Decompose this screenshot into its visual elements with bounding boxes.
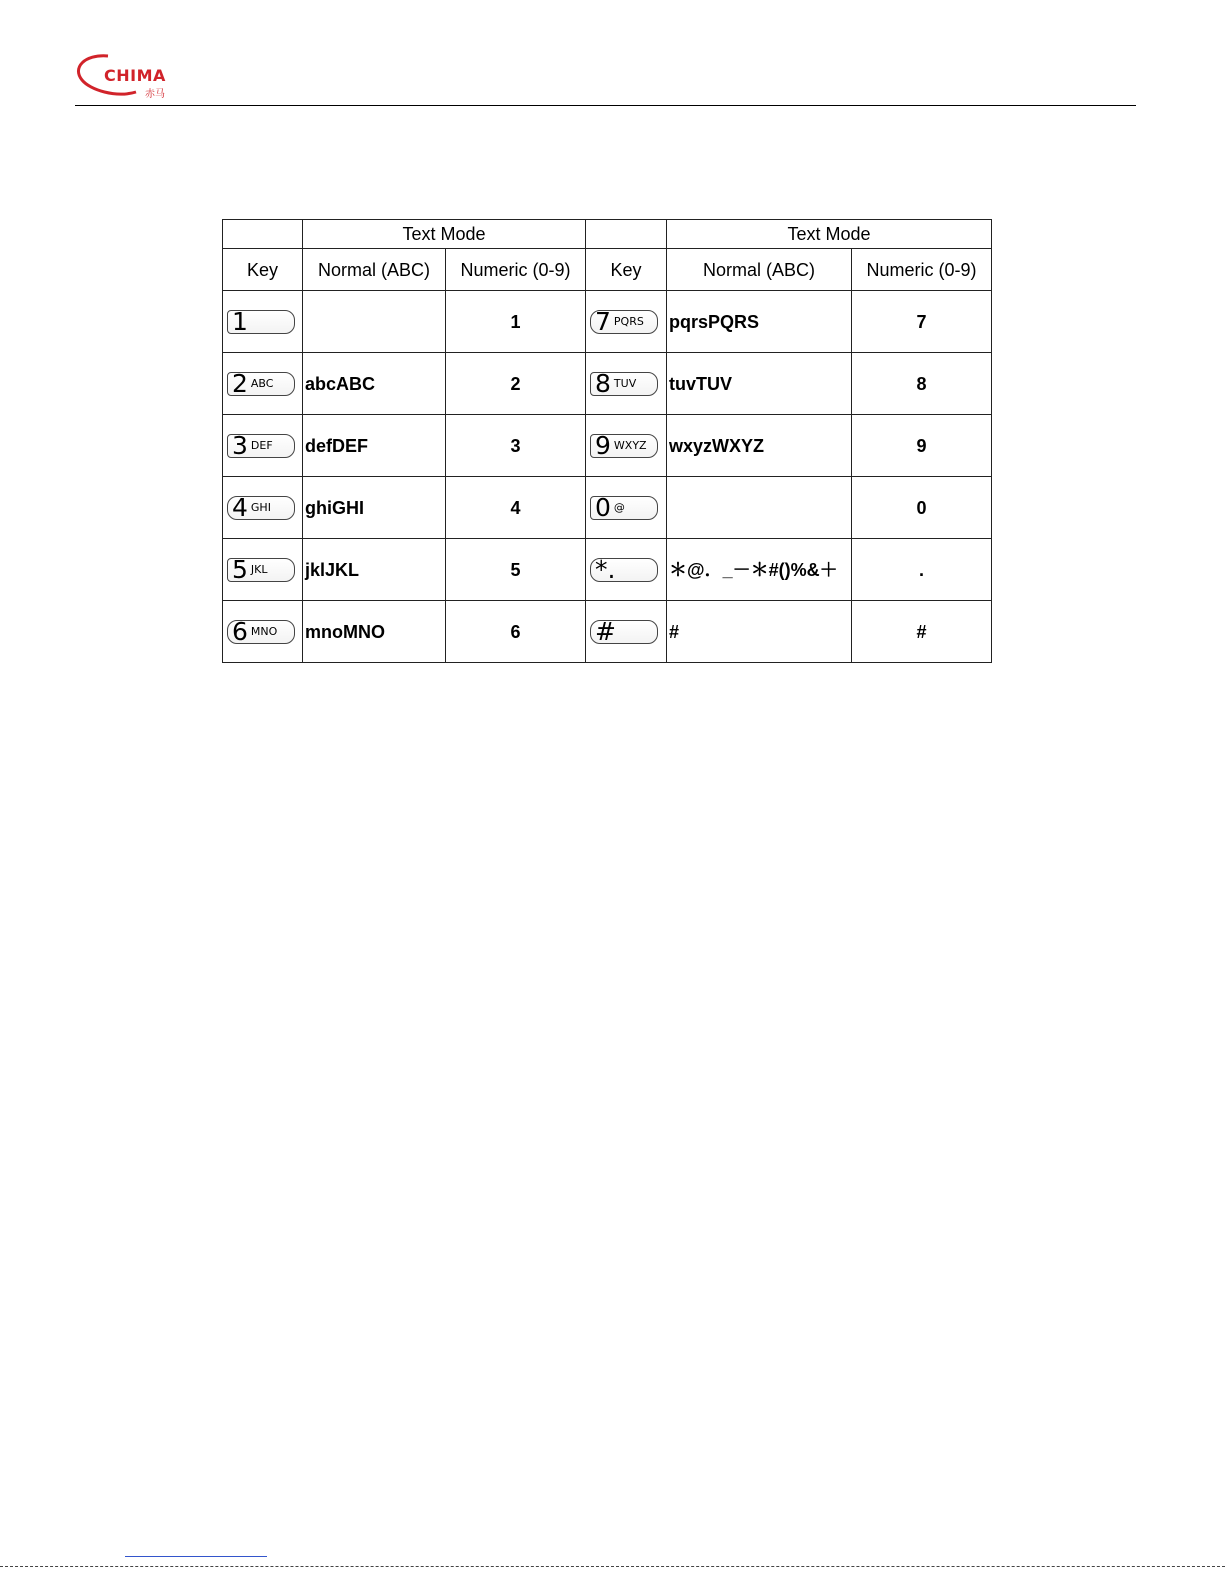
key-cell	[223, 601, 303, 663]
keypad-key-hash	[590, 616, 658, 646]
numeric-value: 3	[446, 415, 586, 477]
key-digit: 1	[232, 306, 248, 336]
key-letters: JKL	[250, 563, 268, 576]
keypad-key-9	[590, 430, 658, 460]
numeric-value: 6	[446, 601, 586, 663]
key-cell	[223, 477, 303, 539]
key-cell	[586, 601, 667, 663]
header-blank-left	[223, 220, 303, 249]
numeric-value: 5	[446, 539, 586, 601]
keypad-key-star	[590, 554, 658, 584]
key-digit: *.	[595, 554, 616, 584]
key-digit: 9	[595, 430, 611, 460]
header-blank-right	[586, 220, 667, 249]
table-row	[223, 291, 992, 353]
key-letters: GHI	[250, 501, 271, 514]
key-digit: 5	[232, 554, 248, 584]
table-row	[223, 353, 992, 415]
key-cell	[586, 415, 667, 477]
normal-value: ghiGHI	[303, 477, 446, 539]
numeric-value: 1	[446, 291, 586, 353]
keypad-key-6	[227, 616, 295, 646]
normal-value: tuvTUV	[667, 353, 852, 415]
numeric-value: 9	[852, 415, 992, 477]
group-header-row	[223, 220, 992, 249]
group-header-left: Text Mode	[303, 220, 586, 249]
key-cell	[586, 539, 667, 601]
key-cell	[223, 415, 303, 477]
normal-value: mnoMNO	[303, 601, 446, 663]
table-row	[223, 601, 992, 663]
chima-logo	[76, 52, 186, 100]
column-header-row	[223, 249, 992, 291]
table-row	[223, 415, 992, 477]
keypad-key-7	[590, 306, 658, 336]
col-header-normal: Normal (ABC)	[303, 249, 446, 291]
key-digit: 4	[232, 492, 248, 522]
normal-value: pqrsPQRS	[667, 291, 852, 353]
normal-value: #	[667, 601, 852, 663]
normal-value	[303, 291, 446, 353]
col-header-normal: Normal (ABC)	[667, 249, 852, 291]
normal-value: ＊@．_－＊#()%&＋	[667, 539, 852, 601]
key-letters: @	[613, 501, 625, 514]
normal-value: defDEF	[303, 415, 446, 477]
keypad-key-2	[227, 368, 295, 398]
key-cell	[586, 477, 667, 539]
keypad-key-4	[227, 492, 295, 522]
col-header-numeric: Numeric (0-9)	[852, 249, 992, 291]
key-letters: TUV	[613, 377, 637, 390]
col-header-key: Key	[586, 249, 667, 291]
keypad-key-5	[227, 554, 295, 584]
footer-link-underline	[125, 1556, 267, 1557]
key-digit: 6	[232, 616, 248, 646]
key-cell	[223, 539, 303, 601]
key-letters: ABC	[250, 377, 274, 390]
key-digit: 7	[595, 306, 611, 336]
key-digit: 2	[232, 368, 248, 398]
logo-name: CHIMA	[104, 66, 166, 85]
key-cell	[586, 353, 667, 415]
group-header-right: Text Mode	[667, 220, 992, 249]
numeric-value: #	[852, 601, 992, 663]
numeric-value: 0	[852, 477, 992, 539]
table-row	[223, 477, 992, 539]
key-digit: 8	[595, 368, 611, 398]
logo-subtitle: 赤马	[145, 89, 165, 100]
numeric-value: .	[852, 539, 992, 601]
keypad-key-8	[590, 368, 658, 398]
key-letters: MNO	[250, 625, 278, 638]
numeric-value: 7	[852, 291, 992, 353]
col-header-numeric: Numeric (0-9)	[446, 249, 586, 291]
footer-divider	[0, 1566, 1225, 1567]
key-letters: WXYZ	[613, 439, 647, 452]
key-digit: #	[595, 616, 616, 646]
key-cell	[586, 291, 667, 353]
normal-value: wxyzWXYZ	[667, 415, 852, 477]
table-row	[223, 539, 992, 601]
col-header-key: Key	[223, 249, 303, 291]
numeric-value: 2	[446, 353, 586, 415]
key-letters: DEF	[250, 439, 273, 452]
key-letters: PQRS	[613, 315, 644, 328]
key-cell	[223, 291, 303, 353]
keypad-text-mode-table	[222, 219, 992, 663]
numeric-value: 4	[446, 477, 586, 539]
numeric-value: 8	[852, 353, 992, 415]
keypad-key-1	[227, 306, 295, 336]
keypad-key-3	[227, 430, 295, 460]
key-cell	[223, 353, 303, 415]
header-divider	[75, 105, 1136, 106]
key-digit: 3	[232, 430, 248, 460]
normal-value	[667, 477, 852, 539]
normal-value: abcABC	[303, 353, 446, 415]
normal-value: jklJKL	[303, 539, 446, 601]
key-digit: 0	[595, 492, 611, 522]
keypad-key-0	[590, 492, 658, 522]
